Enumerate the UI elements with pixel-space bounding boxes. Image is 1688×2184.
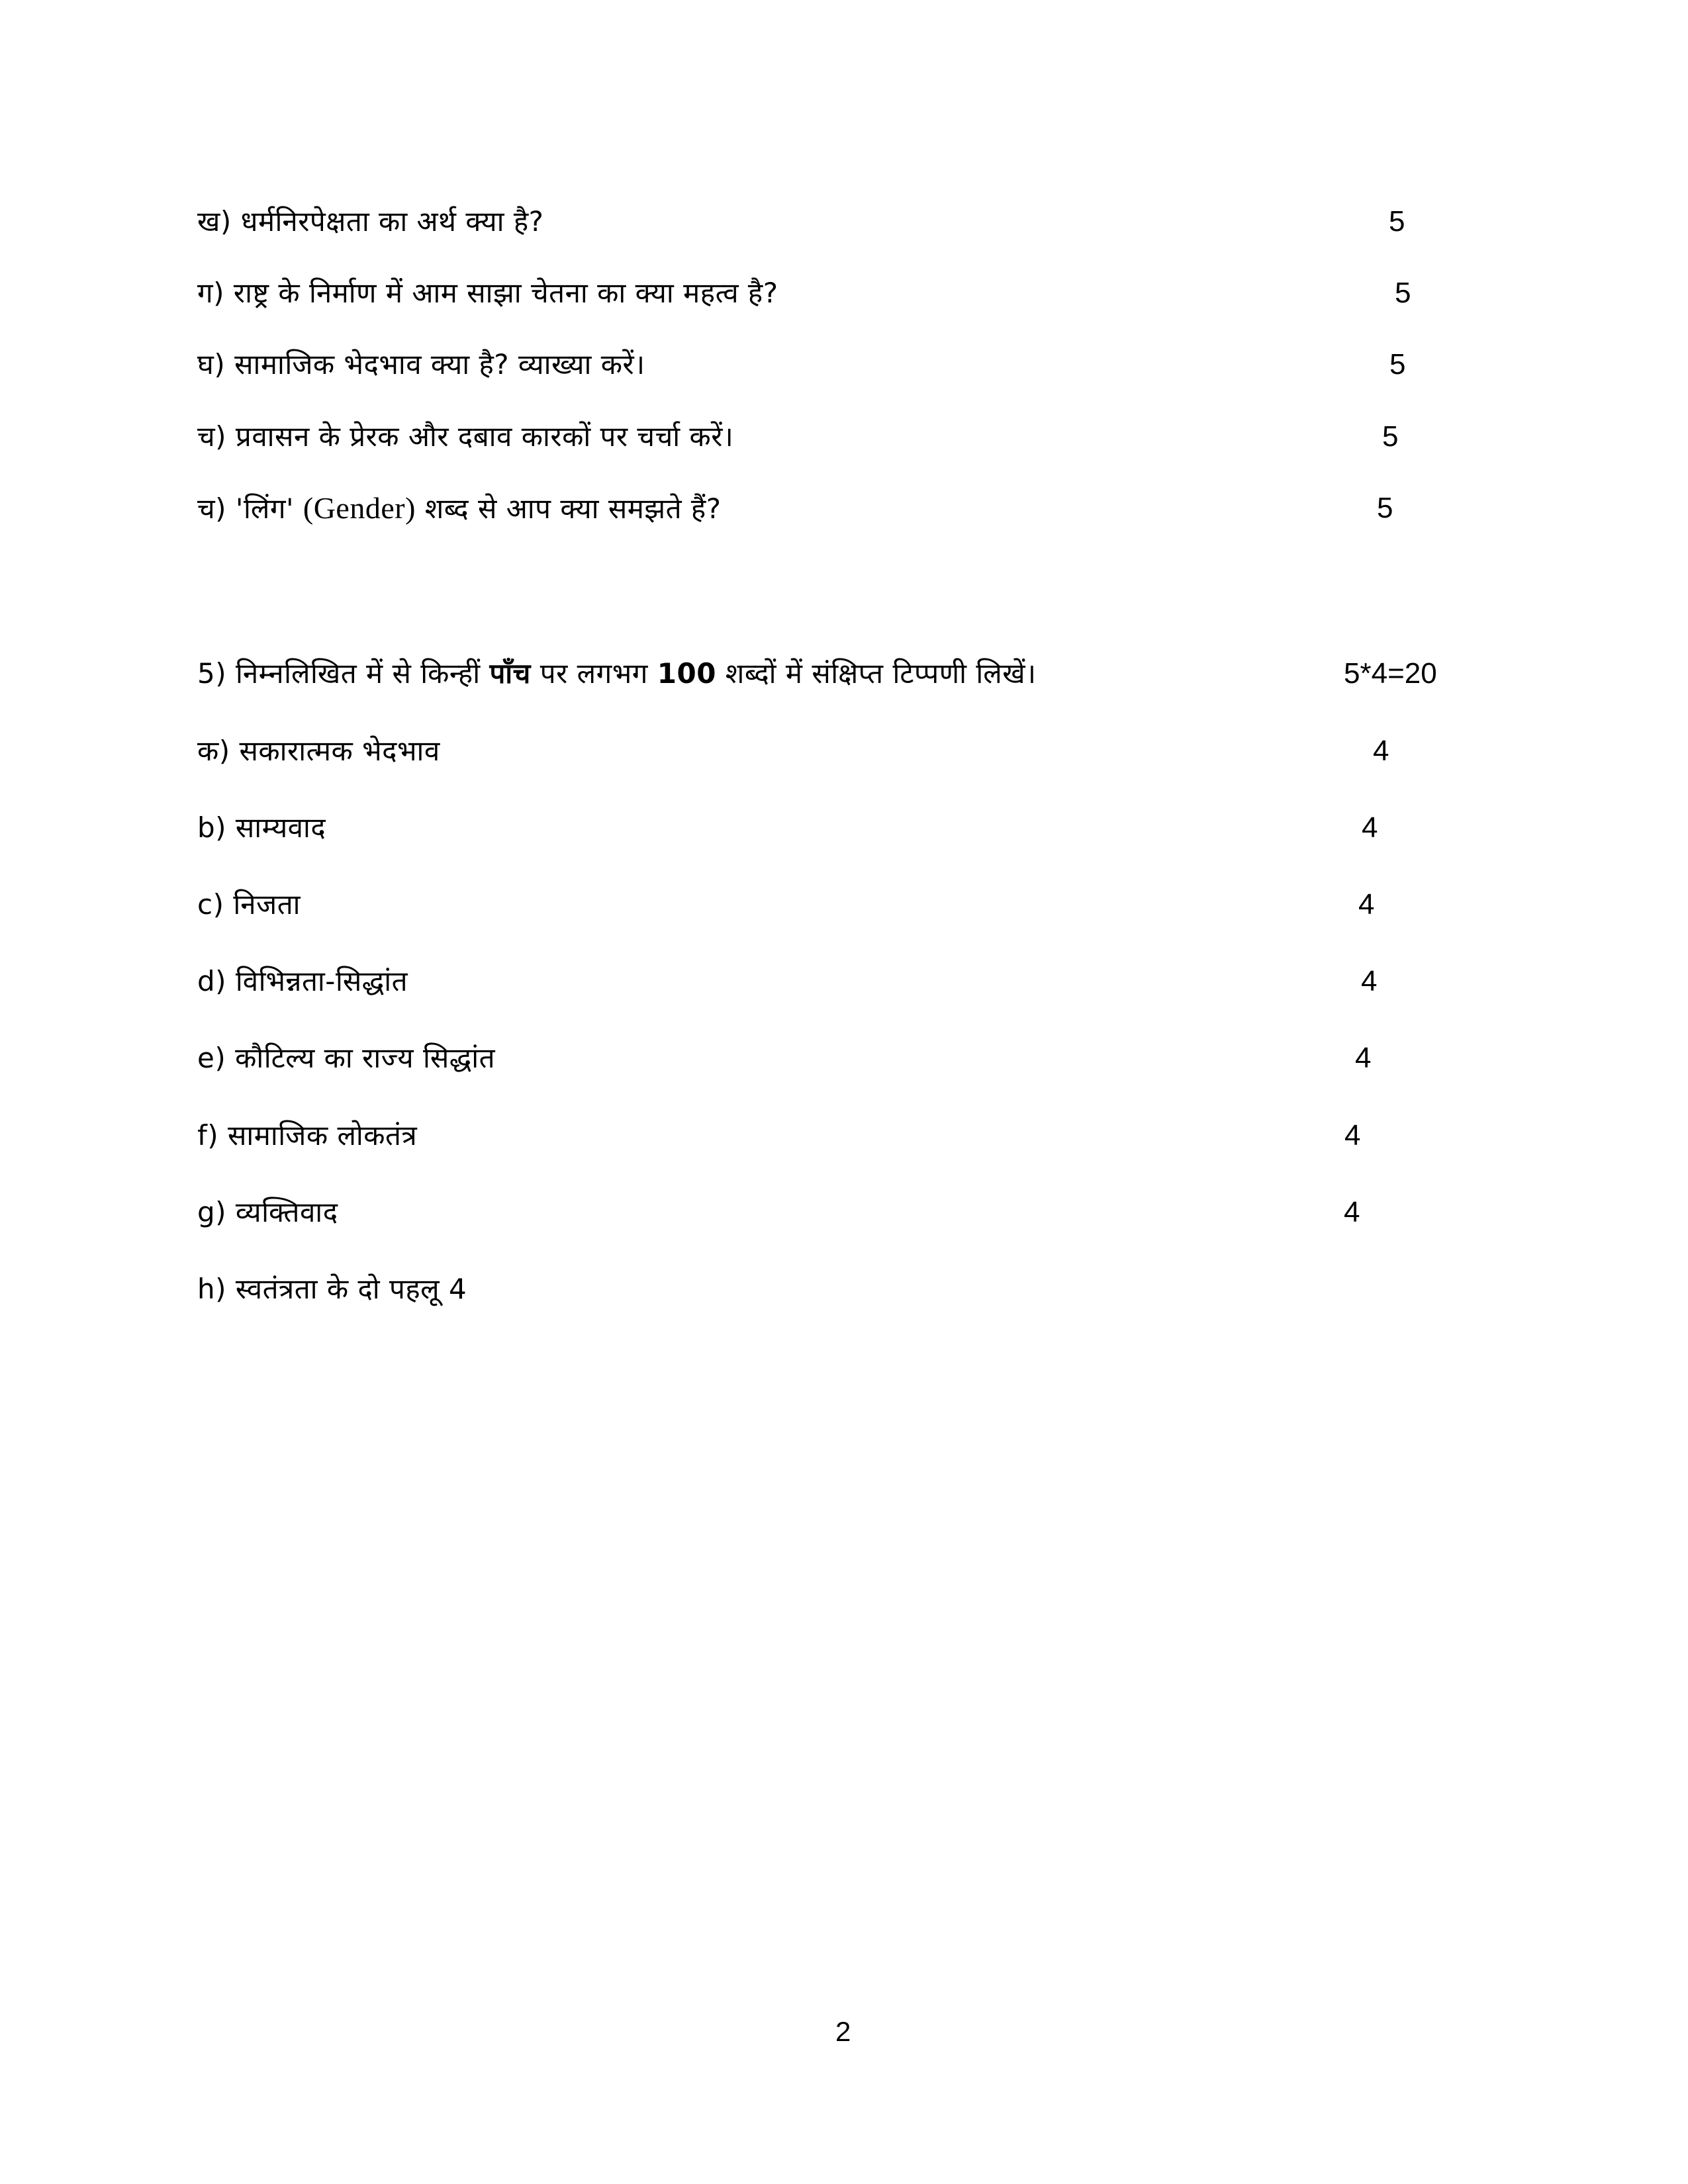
item-marks: 4 [1362, 811, 1378, 844]
section-total-marks: 5*4=20 [1344, 657, 1437, 690]
item-label: f) [197, 1119, 219, 1152]
item-text: सामाजिक लोकतंत्र [228, 1119, 418, 1152]
question-cha-1 [197, 417, 733, 457]
section-number: 5) [197, 657, 227, 690]
item-text: विभिन्नता-सिद्धांत [235, 965, 408, 997]
question-gha [197, 345, 645, 385]
page-number: 2 [835, 2016, 851, 2047]
note-item [197, 1269, 467, 1309]
item-label: c) [197, 888, 224, 921]
item-text: साम्यवाद [235, 811, 326, 844]
note-item [197, 1193, 338, 1232]
item-text: निजता [233, 888, 301, 921]
note-item [197, 885, 301, 925]
instruction-emphasis: 100 [657, 657, 716, 690]
question-label: च) [197, 420, 227, 453]
question-text: प्रवासन के प्रेरक और दबाव कारकों पर चर्चा करें। [235, 420, 734, 453]
question-text-pre: 'लिंग' [235, 492, 295, 525]
item-marks: 4 [1373, 735, 1389, 767]
question-marks: 5 [1395, 277, 1411, 309]
note-item [197, 731, 440, 771]
item-marks: 4 [1358, 888, 1375, 921]
question-label: ग) [197, 277, 225, 309]
section-5-instruction [197, 654, 1037, 694]
question-text: राष्ट्र के निर्माण में आम साझा चेतना का क्या महत्व है? [233, 277, 778, 309]
item-text: कौटिल्य का राज्य सिद्धांत [235, 1042, 496, 1074]
question-marks: 5 [1382, 420, 1399, 453]
question-text: धर्मनिरपेक्षता का अर्थ क्या है? [240, 205, 544, 238]
item-label: e) [197, 1042, 226, 1074]
question-label: च) [197, 492, 227, 525]
item-marks: 4 [1355, 1042, 1372, 1074]
instruction-text: निम्नलिखित में से किन्हीं [235, 657, 481, 690]
note-item [197, 1116, 417, 1156]
item-marks: 4 [1344, 1119, 1361, 1152]
instruction-emphasis: पाँच [489, 657, 531, 690]
item-label: b) [197, 811, 227, 844]
item-label: h) [197, 1273, 227, 1305]
instruction-text: शब्दों में संक्षिप्त टिप्पणी लिखें। [725, 657, 1037, 690]
item-marks: 4 [1344, 1196, 1360, 1228]
question-marks: 5 [1377, 492, 1393, 524]
item-text: स्वतंत्रता के दो पहलू [235, 1273, 440, 1305]
item-label: g) [197, 1196, 227, 1228]
item-text: सकारात्मक भेदभाव [239, 735, 440, 767]
note-item [197, 1038, 495, 1078]
question-text-post: शब्द से आप क्या समझते हैं? [424, 492, 722, 525]
note-item [197, 808, 326, 848]
question-label: घ) [197, 348, 226, 381]
question-text: सामाजिक भेदभाव क्या है? व्याख्या करें। [234, 348, 645, 381]
question-kha [197, 202, 543, 242]
item-text: व्यक्तिवाद [235, 1196, 338, 1228]
question-text-latin: (Gender) [303, 491, 416, 525]
question-cha-2 [197, 488, 722, 529]
item-marks: 4 [1361, 965, 1378, 997]
question-marks: 5 [1389, 205, 1405, 238]
instruction-text: पर लगभग [539, 657, 648, 690]
question-ga [197, 273, 778, 313]
item-label: d) [197, 965, 227, 997]
note-item [197, 962, 408, 1001]
item-marks: 4 [449, 1273, 467, 1305]
question-marks: 5 [1389, 348, 1406, 381]
question-label: ख) [197, 205, 232, 238]
item-label: क) [197, 735, 230, 767]
